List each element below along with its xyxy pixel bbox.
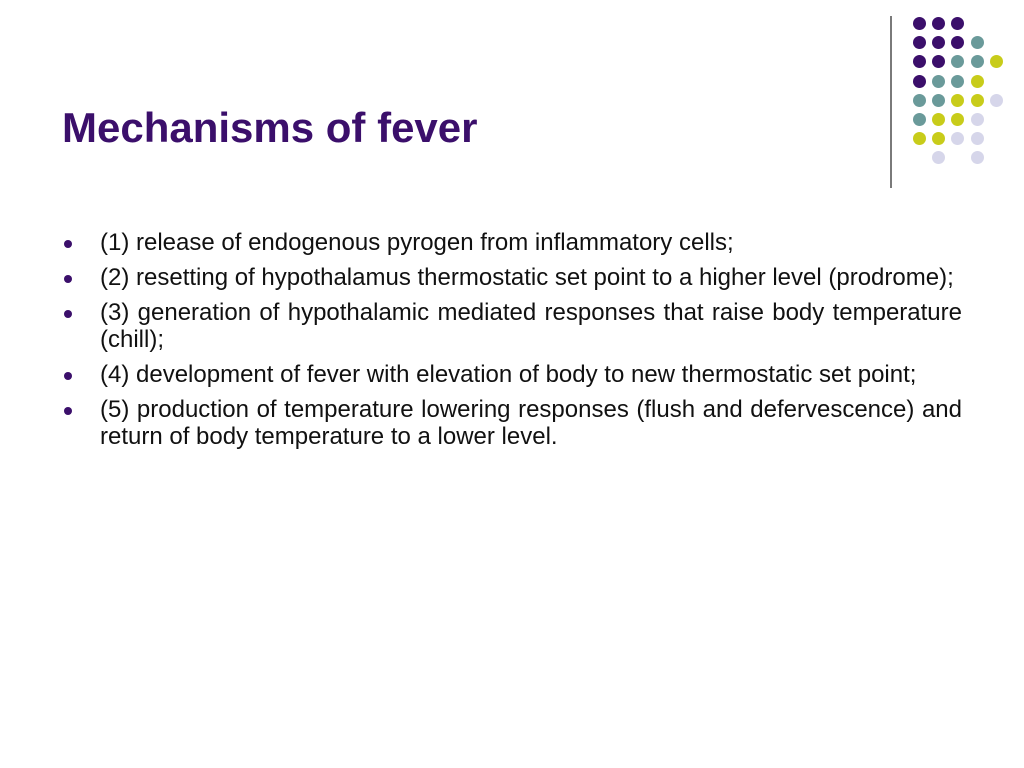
bullet-list [64,229,962,458]
bullet-text: (2) resetting of hypothalamus thermostatic set point to a higher level (prodrome); [100,264,954,291]
decorative-dot-lime [971,75,984,88]
decorative-dot-teal [932,94,945,107]
decorative-dot-teal [913,113,926,126]
bullet-item [64,361,962,388]
decorative-dot-lavender [971,113,984,126]
bullet-text: (1) release of endogenous pyrogen from inflammatory cells; [100,229,734,256]
bullet-icon [64,407,72,415]
bullet-text: (3) generation of hypothalamic mediated responses that raise body temperature (chill); [100,299,962,353]
decorative-dot-purple [932,55,945,68]
decorative-dot-teal [971,55,984,68]
decorative-dot-lavender [932,151,945,164]
bullet-item [64,396,962,450]
bullet-item [64,229,962,256]
decorative-dot-lime [932,113,945,126]
decorative-dot-lavender [971,132,984,145]
decorative-dot-lavender [990,94,1003,107]
decorative-dot-lime [990,55,1003,68]
bullet-icon [64,310,72,318]
decorative-dot-purple [913,55,926,68]
decorative-dot-grid [0,0,1024,200]
decorative-dot-lime [932,132,945,145]
decorative-dot-lavender [951,132,964,145]
bullet-item [64,264,962,291]
bullet-text: (5) production of temperature lowering responses (flush and defervescence) and return of body temperature to a lower level. [100,396,962,450]
decorative-dot-purple [951,36,964,49]
decorative-dot-teal [932,75,945,88]
bullet-text: (4) development of fever with elevation of body to new thermostatic set point; [100,361,917,388]
decorative-dot-teal [971,36,984,49]
bullet-icon [64,372,72,380]
decorative-dot-purple [913,75,926,88]
decorative-dot-purple [932,36,945,49]
vertical-divider [890,16,892,188]
decorative-dot-lime [951,94,964,107]
decorative-dot-purple [913,36,926,49]
decorative-dot-lavender [971,151,984,164]
decorative-dot-lime [971,94,984,107]
bullet-item [64,299,962,353]
decorative-dot-teal [913,94,926,107]
decorative-dot-lime [913,132,926,145]
decorative-dot-purple [951,17,964,30]
decorative-dot-teal [951,75,964,88]
decorative-dot-purple [913,17,926,30]
bullet-icon [64,240,72,248]
decorative-dot-teal [951,55,964,68]
decorative-dot-lime [951,113,964,126]
decorative-dot-purple [932,17,945,30]
slide-title: Mechanisms of fever [62,104,478,151]
bullet-icon [64,275,72,283]
